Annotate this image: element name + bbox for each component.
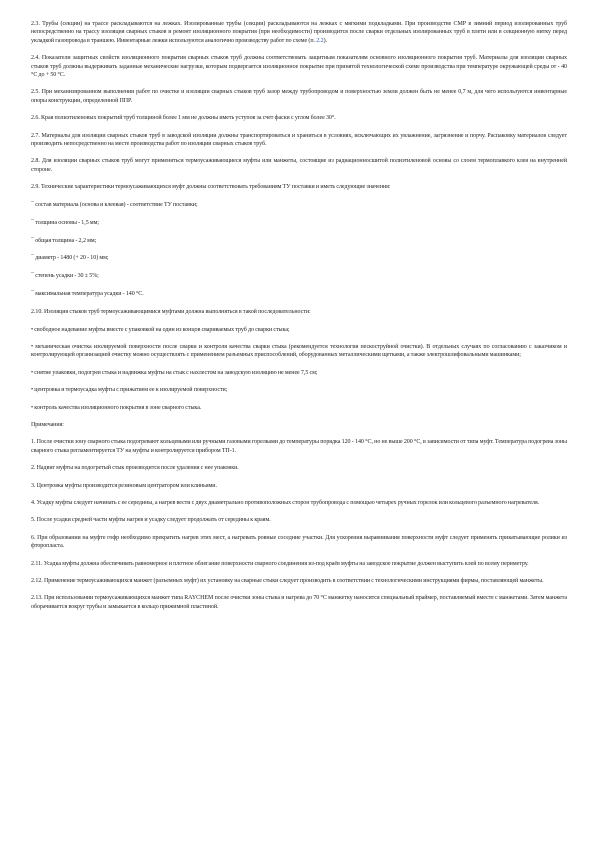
note-item: 6. При образовании на муфте гофр необходимо прекратить нагрев этих мест, а нагревать ровные соседние участки. Для ускорения выравнивания поверхности муфт следует применять прикатывающие ролики из фторопласта.: [31, 534, 567, 550]
note-item: 4. Усадку муфты следует начинать с ее середины, а нагрев вести с двух диаметрально противоположных сторон трубопровода с помощью четырех ручных горелок или кольцевого разъемного нагревателя.: [31, 500, 540, 506]
paragraph-2-6: 2.6. Края полиэтиленовых покрытий труб толщиной более 1 мм не должны иметь уступов за счет фаски с углом более 30°.: [31, 115, 336, 122]
step-item: • свободное надевание муфты вместе с упаковкой на один из концов свариваемых труб до сварки стыка;: [31, 326, 290, 333]
paragraph-2-12: 2.12. Применение термоусаживающихся манжет (разъемных муфт) их установку на сварные стыки следует производить в соответствии с технологическими инструкциями фирмы, поставляющей манжеты.: [31, 578, 544, 585]
step-item: • контроль качества изоляционного покрытия в зоне сварного стыка.: [31, 404, 202, 411]
note-item: 5. После усадки средней части муфты нагрев и усадку следует продолжать от середины к краям.: [31, 517, 271, 524]
spec-item: ¯ состав материала (основа и клеевая) - соответствие ТУ поставки;: [31, 201, 198, 208]
paragraph-2-13: 2.13. При использовании термоусаживающихся манжет типа RAYCHEM после очистки зоны стыка и нагрева до 70 °С манжетку наносится специальный праймер, поставляемый вместе с манжетами. Затем манжета оборачивается вокруг трубы и замыкается в кольцо прижимной пластиной.: [31, 595, 567, 610]
paragraph-2-4: 2.4. Показатели защитных свойств изоляционного покрытия сварных стыков труб должны соответствовать защитным показателям основного изоляционного покрытия труб. Материалы для изоляции сварных стыков труб должны выдерживать заданные механические нагрузки, которым подвергается изоляционное покрытие при принятой технологической схеме производства при температуре окружающей среды от - 40 °С до + 50 °С.: [31, 55, 567, 79]
paragraph-2-10: 2.10. Изоляция стыков труб термоусаживающимися муфтами должна выполняться в такой последовательности:: [31, 309, 311, 316]
note-item: 2. Надвиг муфты на подогретый стык производится после удаления с нее упаковки.: [31, 465, 239, 472]
spec-item: ¯ максимальная температура усадки - 140 °С.: [31, 291, 144, 298]
paragraph-2-8: 2.8. Для изоляции сварных стыков труб могут применяться термоусаживающиеся муфты или манжеты, состоящие из радиационносшитой полиэтиленовой основы со слоем термоплавкого клея на внутренней стороне.: [31, 158, 567, 173]
section-link[interactable]: 2.2: [316, 37, 324, 44]
spec-item: ¯ толщина основы - 1,5 мм;: [31, 219, 100, 226]
paragraph-2-3: [31, 20, 567, 45]
note-item: 1. После очистки зону сварного стыка подогревают кольцевыми или ручными газовыми горелками до температуры порядка 120 - 140 °С, но не выше 200 °С, в зависимости от типа муфт. Температура подогрева зоны сварного стыка регламентируется ТУ на муфты и контролируется прибором ТП-1.: [31, 439, 567, 454]
spec-item: ¯ диаметр - 1480 (+ 20 - 10) мм;: [31, 255, 109, 262]
paragraph-2-7: 2.7. Материалы для изоляции сварных стыков труб в заводской изоляции должны транспортироваться и храниться в условиях, исключающих их увлажнение, загрязнение и порчу. Распаковку материалов следует производить непосредственно на месте производства работ по изоляции сварных стыков труб.: [31, 132, 567, 148]
paragraph-2-11: 2.11. Усадка муфты должна обеспечивать равномерное и плотное облегание поверхности сварного соединения из-под краёв муфты на заводское покрытие должен выступить клей по всему периметру.: [31, 560, 529, 567]
paragraph-text: 2.3. Трубы (секции) на трассе раскладываются на лежках. Изолированные трубы (секции) раскладываются на лежках с мягкими подкладками. При производстве СМР в зимний период изолированных труб непосредственно на трассу изоляция сварных стыков и ремонт изоляционного покрытия (при необходимости) производится после сварки отдельных изолированных труб в плети или в секционную нитку перед укладкой газопровода в траншею. Инвентарные лежки используются аналогично производству работ по схеме (п.: [31, 21, 567, 44]
notes-title: Примечания:: [31, 421, 64, 428]
spec-item: ¯ общая толщина - 2,2 мм;: [31, 237, 97, 244]
spec-item: ¯ степень усадки - 30 ± 5%;: [31, 273, 99, 280]
note-item: 3. Центровка муфты производится резиновым центратором или клиньями.: [31, 482, 217, 489]
step-item: • центровка и термоусадка муфты с прижатием ее к изолируемой поверхности;: [31, 387, 228, 394]
paragraph-2-5: 2.5. При механизированном выполнении работ по очистке и изоляции сварных стыков труб зазор между трубопроводом и поверхностью земли должен быть не менее 0,7 м, для чего используются инвентарные опоры конструкции, определенной ППР.: [31, 89, 567, 104]
paragraph-2-9: 2.9. Технические характеристики термоусаживающихся муфт должны соответствовать требованиям ТУ поставки и иметь следующие значения:: [31, 184, 391, 191]
paragraph-tail: ).: [323, 37, 327, 44]
step-item: • механическая очистка изолируемой поверхности после сварки и контроля качества сварки стыка (рекомендуется технология пескоструйной очистки). В отдельных случаях по согласованию с заказчиком и контролирующей организацией очистку можно осуществлять с применением разъемных приспособлений, оборудованных металлическими щетками, а также электрошлифовальными машинками;: [31, 343, 567, 359]
step-item: • снятие упаковки, подогрев стыка и надвижка муфты на стык с нахлестом на заводскую изоляцию не менее 7,5 см;: [31, 369, 318, 376]
